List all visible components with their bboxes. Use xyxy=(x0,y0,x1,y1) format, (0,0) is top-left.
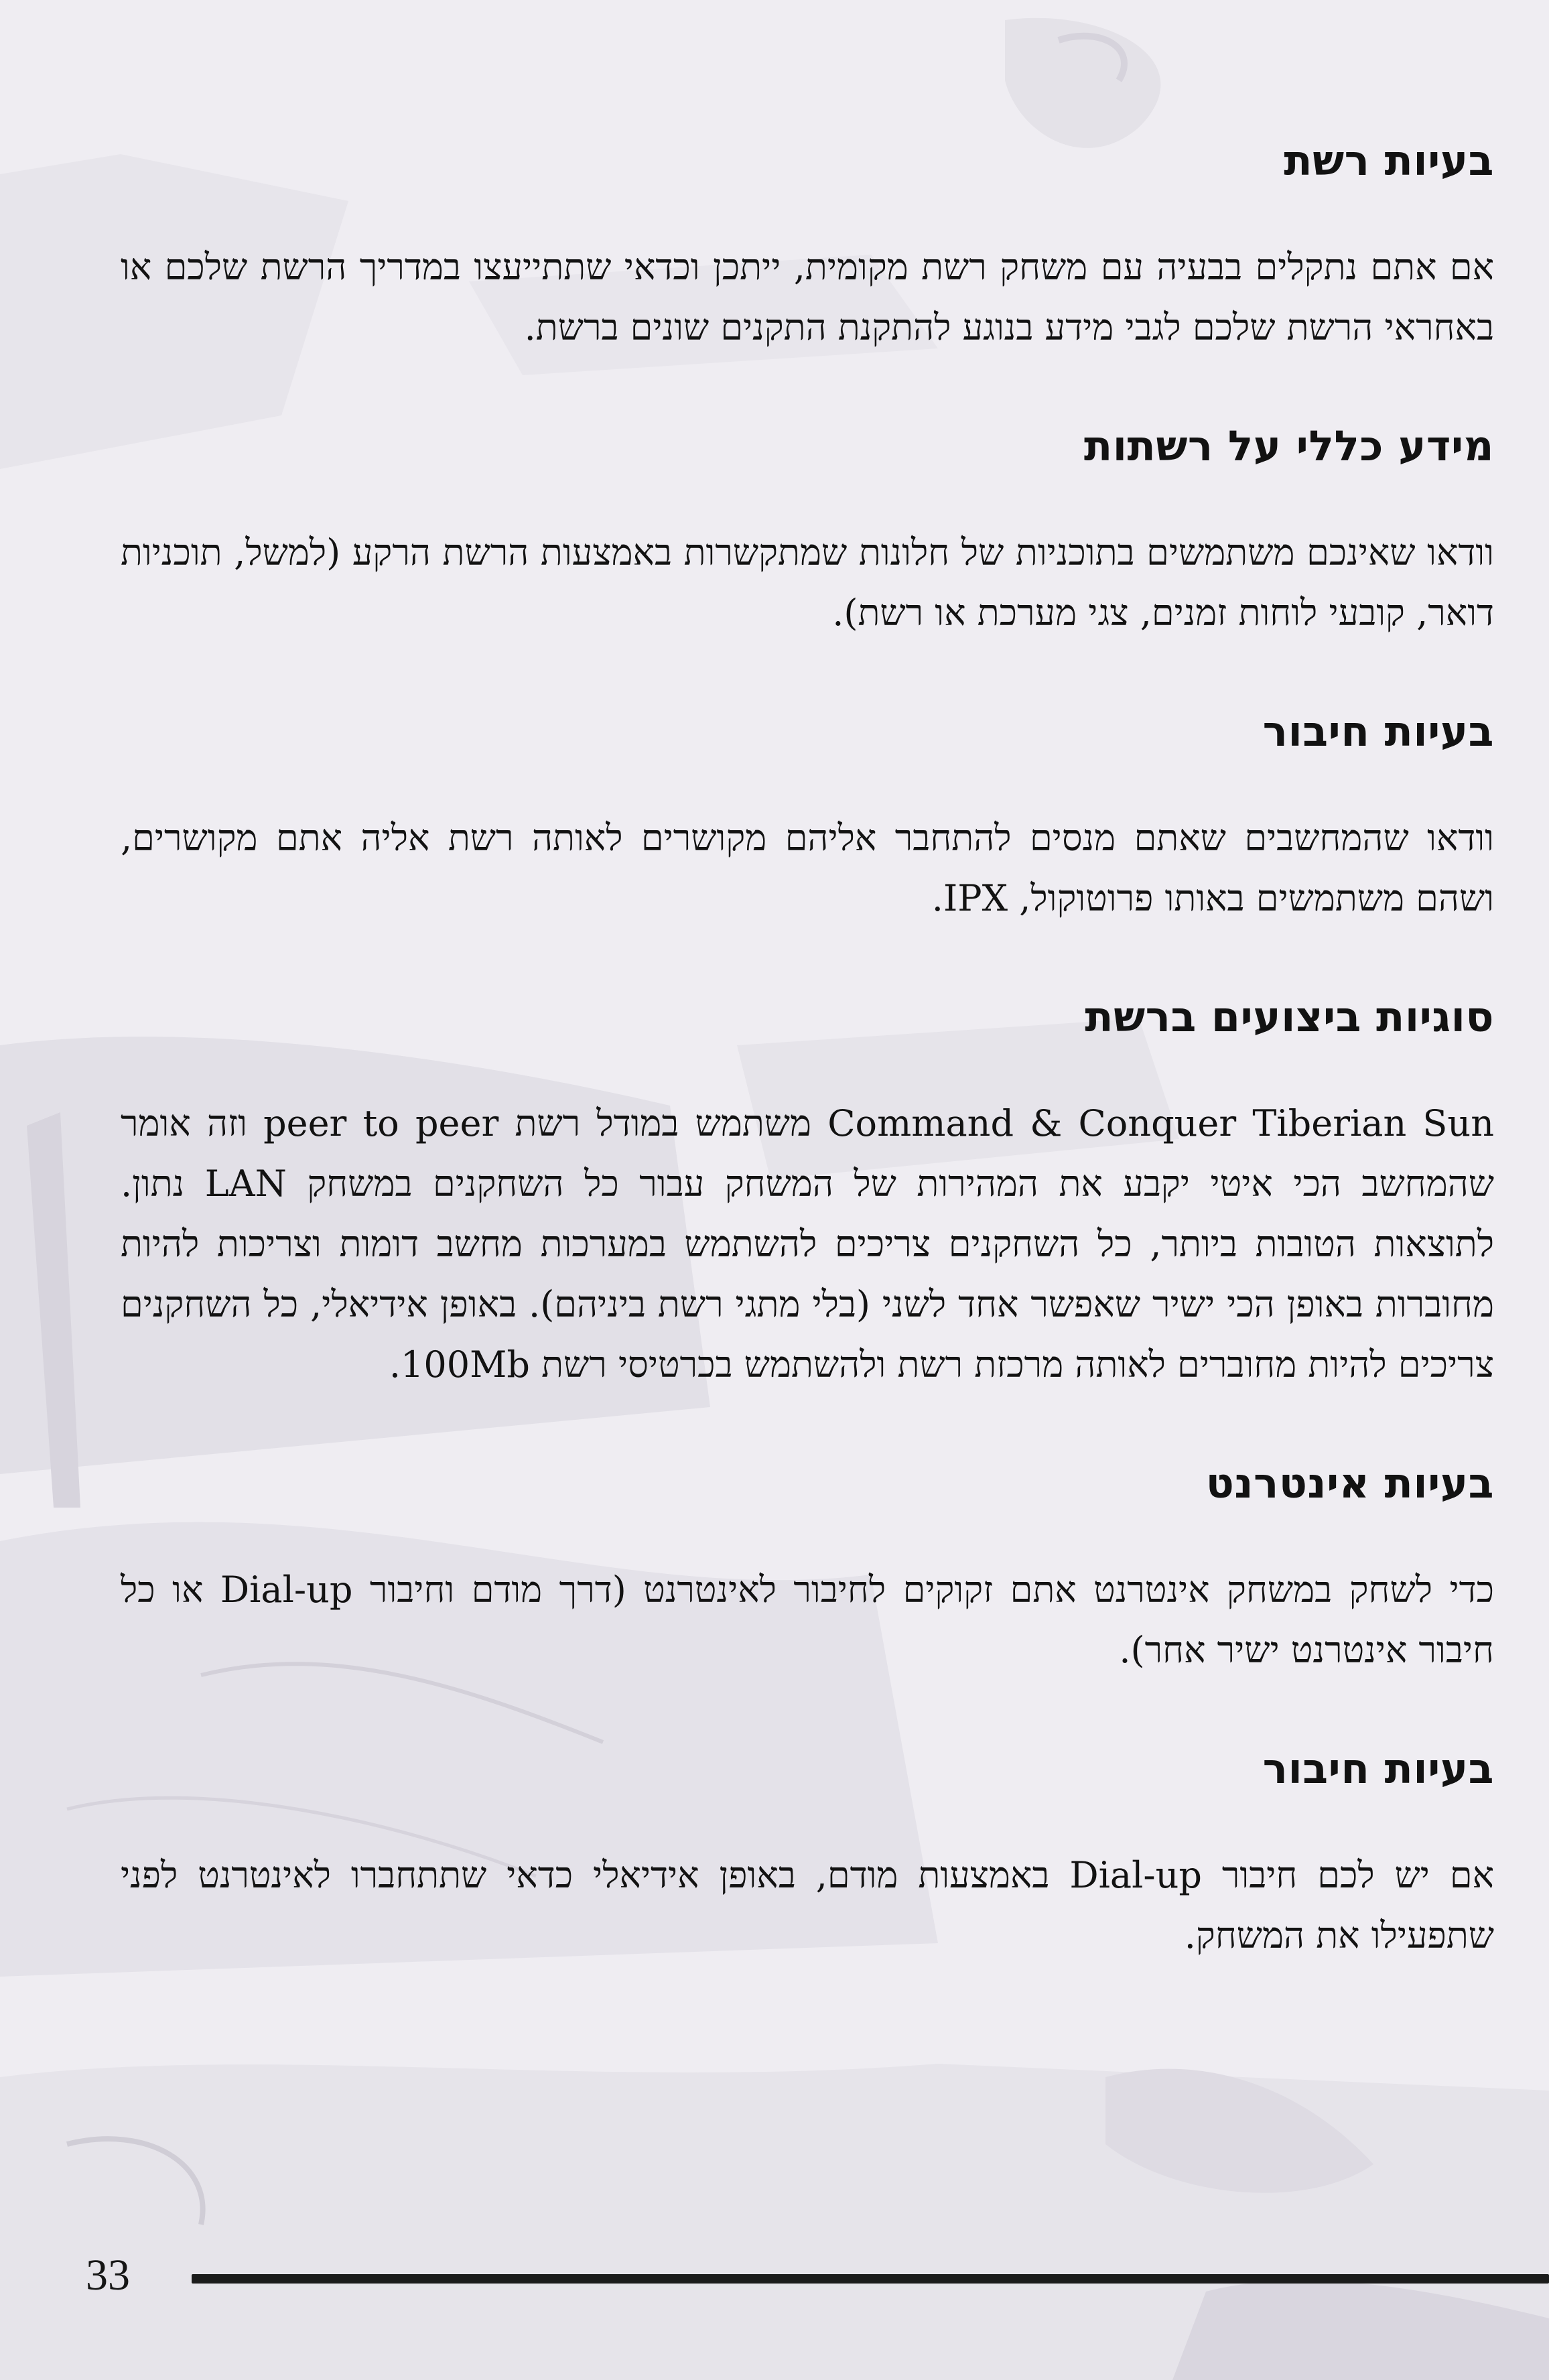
section-body: אם יש לכם חיבור Dial-up באמצעות מודם, באופן אידיאלי כדאי שתתחברו לאינטרנט לפני שתפעילו את המשחק. xyxy=(121,1854,1494,1957)
section-body: אם אתם נתקלים בבעיה עם משחק רשת מקומית, ייתכן וכדאי שתתייעצו במדריך הרשת שלכם או באחראי הרשת שלכם לגבי מידע בנוגע להתקנת התקנים שונים ברשת. xyxy=(121,246,1494,348)
section-connection-problems xyxy=(121,705,1494,929)
page-number: 33 xyxy=(86,2251,130,2300)
section-body: כדי לשחק במשחק אינטרנט אתם זקוקים לחיבור לאינטרנט (דרך מודם וחיבור Dial-up או כל חיבור אינטרנט ישיר אחר). xyxy=(121,1569,1494,1671)
page-content xyxy=(121,134,1494,2028)
section-heading: מידע כללי על רשתות xyxy=(1083,421,1494,470)
section-heading: בעיות אינטרנט xyxy=(1205,1459,1494,1508)
section-network-problems xyxy=(121,134,1494,358)
section-heading: בעיות חיבור xyxy=(1262,1744,1494,1793)
section-body: וודאו שאינכם משתמשים בתוכניות של חלונות שמתקשרות באמצעות הרשת הרקע (למשל, תוכניות דואר, קובעי לוחות זמנים, צגי מערכת או רשת). xyxy=(121,531,1494,634)
section-heading: סוגיות ביצועים ברשת xyxy=(1085,992,1494,1041)
section-body: Command & Conquer Tiberian Sun משתמש במודל רשת peer to peer וזה אומר שהמחשב הכי איטי יקבע את המהירות של המשחק עבור כל השחקנים במשחק LAN נתון. לתוצאות הטובות ביותר, כל השחקנים צריכים להשתמש במערכות מחשב דומות וצריכות להיות מחוברות באופן הכי ישיר שאפשר אחד לשני (בלי מתגי רשת ביניהם). באופן אידיאלי, כל השחקנים צריכים להיות מחוברים לאותה מרכזת רשת ולהשתמש בכרטיסי רשת 100Mb. xyxy=(121,1102,1494,1386)
section-general-network-info xyxy=(121,419,1494,643)
section-network-performance xyxy=(121,990,1494,1395)
section-body: וודאו שהמחשבים שאתם מנסים להתחבר אליהם מקושרים לאותה רשת אליה אתם מקושרים, ושהם משתמשים באותו פרוטוקול, IPX. xyxy=(121,817,1494,919)
section-dialup-connection xyxy=(121,1742,1494,1966)
section-internet-problems xyxy=(121,1457,1494,1680)
footer-rule xyxy=(192,2274,1549,2284)
section-heading: בעיות חיבור xyxy=(1262,707,1494,756)
section-heading: בעיות רשת xyxy=(1284,136,1494,185)
